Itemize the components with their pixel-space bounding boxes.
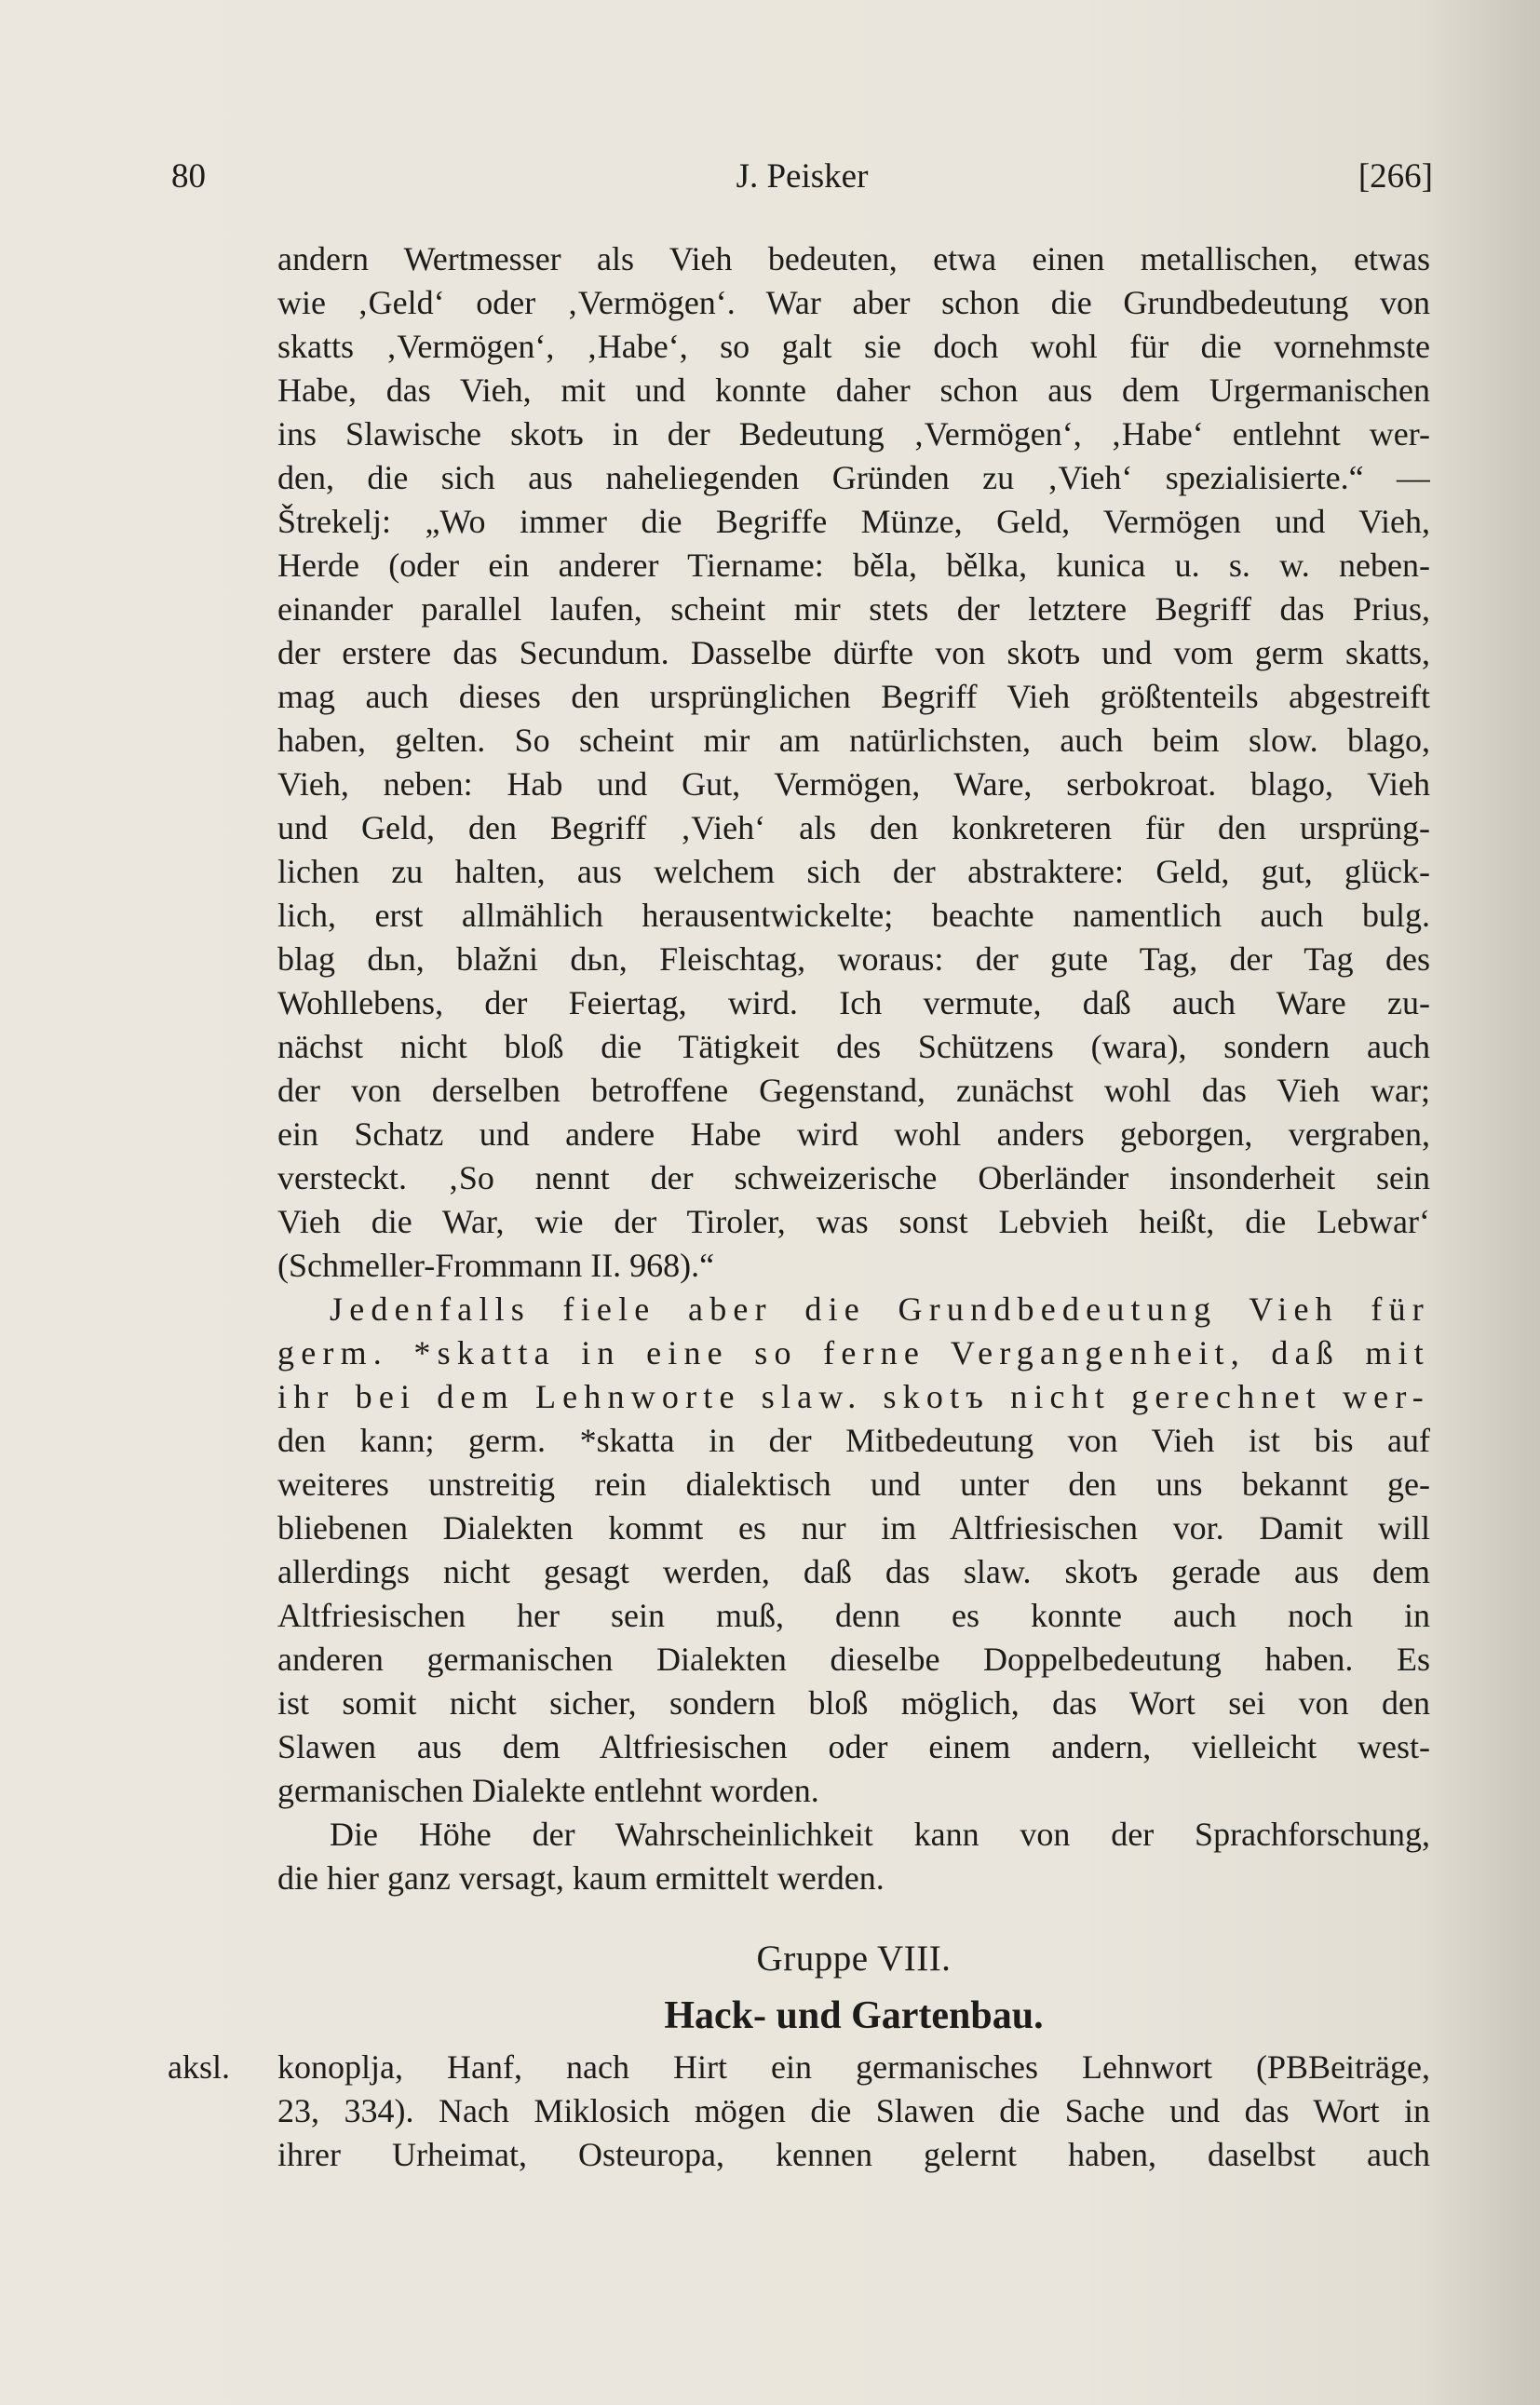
text-line: 23, 334). Nach Miklosich mögen die Slawen die Sache und das Wort in	[277, 2092, 1430, 2129]
text-line: ein Schatz und andere Habe wird wohl anders geborgen, vergraben,	[277, 1115, 1430, 1153]
text-line: allerdings nicht gesagt werden, daß das slaw. skotъ gerade aus dem	[277, 1553, 1430, 1590]
dictionary-entry	[168, 2046, 1430, 2177]
text-line: weiteres unstreitig rein dialektisch und unter den uns bekannt ge-	[277, 1466, 1430, 1503]
text-line: lich, erst allmählich herausentwickelte; beachte namentlich auch bulg.	[277, 897, 1430, 934]
text-line: und Geld, den Begriff ‚Vieh‘ als den konkreteren für den ursprüng-	[277, 809, 1430, 846]
bracket-page-number: [266]	[1358, 157, 1433, 196]
text-line: konoplja, Hanf, nach Hirt ein germanisches Lehnwort (PBBeiträge,	[277, 2048, 1430, 2086]
text-line: Altfriesischen her sein muß, denn es konnte auch noch in	[277, 1597, 1430, 1634]
text-line: einander parallel laufen, scheint mir stets der letztere Begriff das Prius,	[277, 590, 1430, 628]
text-line: den, die sich aus naheliegenden Gründen zu ‚Vieh‘ spezialisierte.“ —	[277, 459, 1430, 496]
paragraph-quotation	[277, 237, 1430, 1288]
running-title: J. Peisker	[736, 157, 869, 196]
text-line: ihr bei dem Lehnworte slaw. skotъ nicht gerechnet wer-	[277, 1378, 1430, 1415]
entry-language-marker: aksl.	[168, 2048, 230, 2086]
text-line: Jedenfalls fiele aber die Grundbedeutung Vieh für	[330, 1290, 1430, 1328]
text-line: ihrer Urheimat, Osteuropa, kennen gelernt haben, daselbst auch	[277, 2136, 1430, 2173]
text-line: Habe, das Vieh, mit und konnte daher schon aus dem Urgermanischen	[277, 372, 1430, 409]
text-line: nächst nicht bloß die Tätigkeit des Schützens (wara), sondern auch	[277, 1028, 1430, 1065]
text-line: versteckt. ‚So nennt der schweizerische Oberländer insonderheit sein	[277, 1159, 1430, 1196]
group-heading: Gruppe VIII.	[756, 1939, 952, 1979]
text-line: ins Slawische skotъ in der Bedeutung ‚Vermögen‘, ‚Habe‘ entlehnt wer-	[277, 415, 1430, 453]
body-text	[168, 237, 1430, 2177]
text-line: die hier ganz versagt, kaum ermittelt werden.	[277, 1859, 885, 1897]
paragraph-jedenfalls	[277, 1288, 1430, 1813]
text-line: lichen zu halten, aus welchem sich der abstraktere: Geld, gut, glück-	[277, 853, 1430, 890]
text-line: skatts ‚Vermögen‘, ‚Habe‘, so galt sie doch wohl für die vornehmste	[277, 328, 1430, 365]
paragraph-hoehe	[277, 1813, 1430, 1900]
text-line: Vieh, neben: Hab und Gut, Vermögen, Ware, serbokroat. blago, Vieh	[277, 765, 1430, 803]
text-line: haben, gelten. So scheint mir am natürlichsten, auch beim slow. blago,	[277, 722, 1430, 759]
text-line: andern Wertmesser als Vieh bedeuten, etwa einen metallischen, etwas	[277, 240, 1430, 277]
page-number: 80	[171, 157, 206, 196]
text-line: Štrekelj: „Wo immer die Begriffe Münze, Geld, Vermögen und Vieh,	[277, 503, 1430, 540]
text-line: der erstere das Secundum. Dasselbe dürfte von skotъ und vom germ skatts,	[277, 634, 1430, 671]
text-line: Herde (oder ein anderer Tiername: běla, bělka, kunica u. s. w. neben-	[277, 547, 1430, 584]
section-heading: Hack- und Gartenbau.	[664, 1994, 1044, 2037]
text-line: wie ‚Geld‘ oder ‚Vermögen‘. War aber schon die Grundbedeutung von	[277, 284, 1430, 321]
text-line: Vieh die War, wie der Tiroler, was sonst Lebvieh heißt, die Lebwar‘	[277, 1203, 1430, 1240]
text-line: ist somit nicht sicher, sondern bloß möglich, das Wort sei von den	[277, 1684, 1430, 1722]
text-line: blag dьn, blažni dьn, Fleischtag, woraus: der gute Tag, der Tag des	[277, 940, 1430, 978]
text-line: Slawen aus dem Altfriesischen oder einem andern, vielleicht west-	[277, 1728, 1430, 1765]
text-line: mag auch dieses den ursprünglichen Begriff Vieh größtenteils abgestreift	[277, 678, 1430, 715]
text-line: germ. *skatta in eine so ferne Vergangenheit, daß mit	[277, 1334, 1430, 1371]
text-line: bliebenen Dialekten kommt es nur im Altfriesischen vor. Damit will	[277, 1509, 1430, 1547]
text-line: der von derselben betroffene Gegenstand, zunächst wohl das Vieh war;	[277, 1072, 1430, 1109]
text-line: den kann; germ. *skatta in der Mitbedeutung von Vieh ist bis auf	[277, 1422, 1430, 1459]
text-line: Wohllebens, der Feiertag, wird. Ich vermute, daß auch Ware zu-	[277, 984, 1430, 1021]
text-line: (Schmeller-Frommann II. 968).“	[277, 1247, 715, 1284]
text-line: anderen germanischen Dialekten dieselbe Doppelbedeutung haben. Es	[277, 1641, 1430, 1678]
page-header	[171, 156, 1433, 203]
text-line: germanischen Dialekte entlehnt worden.	[277, 1772, 819, 1809]
text-line: Die Höhe der Wahrscheinlichkeit kann von der Sprachforschung,	[330, 1816, 1430, 1853]
